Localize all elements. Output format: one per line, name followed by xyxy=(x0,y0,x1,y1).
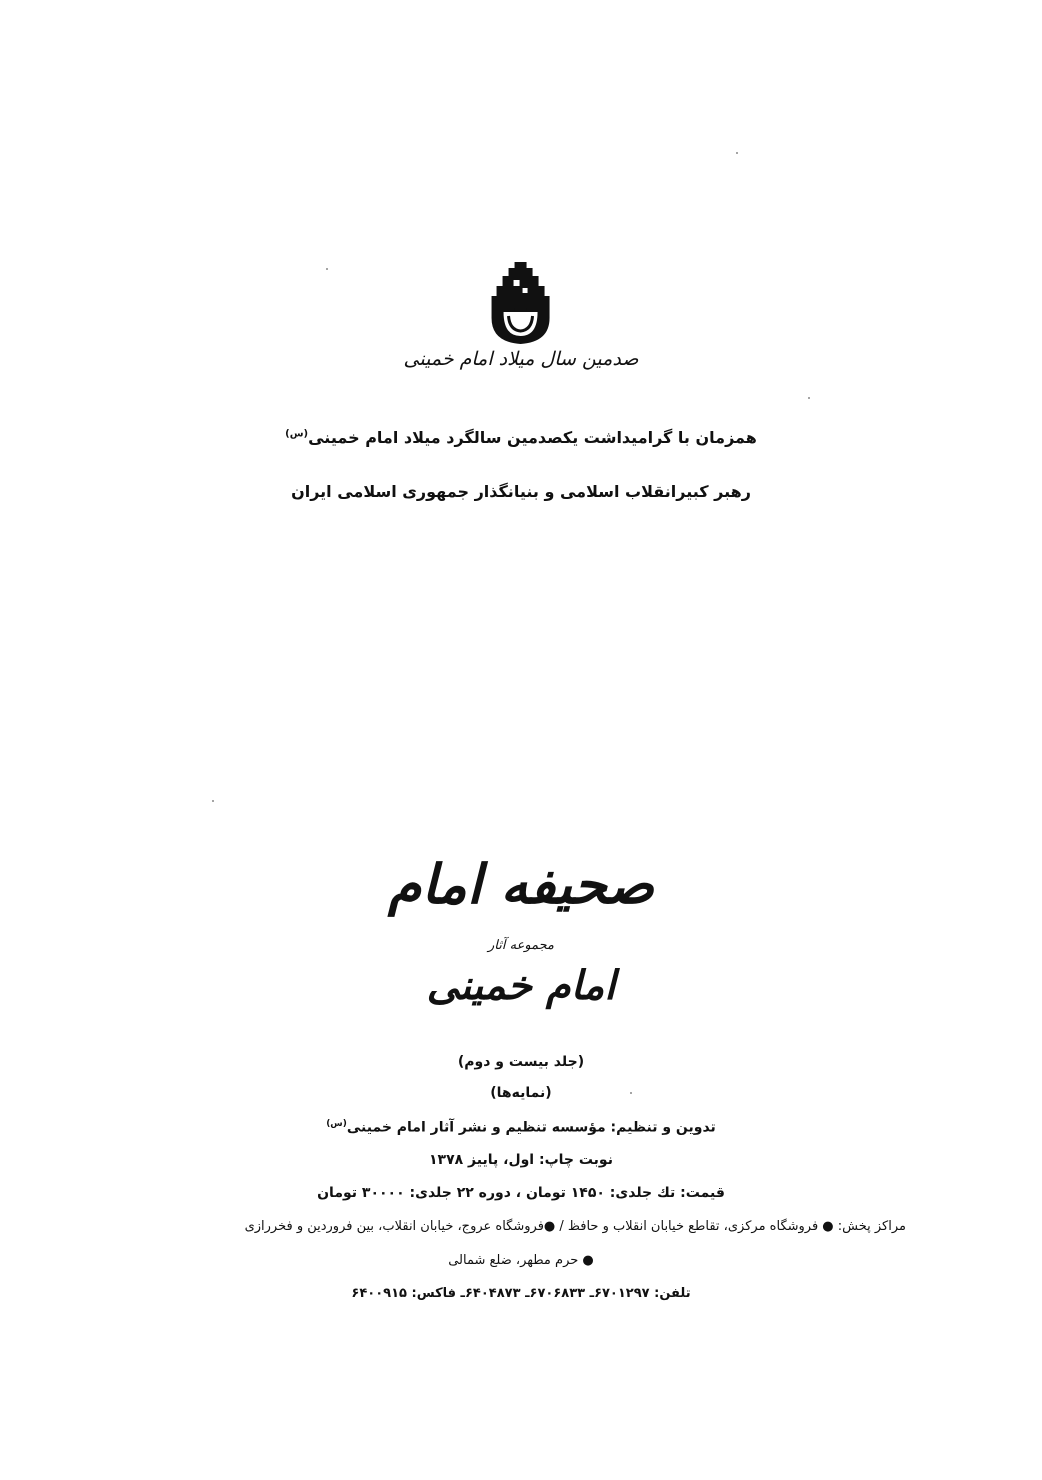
dedication-line-1 xyxy=(0,428,1042,447)
scan-speck xyxy=(736,152,738,154)
phone-line: تلفن: ۶۷۰۱۲۹۷ـ ۶۷۰۶۸۳۳ـ ۶۴۰۴۸۷۳ـ فاکس: ۶۴۰۰۹۱۵ xyxy=(351,1286,691,1301)
distribution-line-2: ● حرم مطهر، ضلع شمالی xyxy=(448,1253,594,1268)
logo xyxy=(404,262,639,370)
scan-speck xyxy=(212,800,214,802)
book-author: امام خمینی xyxy=(426,962,616,1009)
compiler-text: تدوین و تنظیم: مؤسسه تنظیم و نشر آثار امام خمینی xyxy=(346,1119,716,1136)
scan-speck xyxy=(630,1092,632,1094)
dedication-line-2: رهبر کبیرانقلاب اسلامی و بنیانگذار جمهوری اسلامی ایران xyxy=(291,482,751,501)
compiler-line xyxy=(0,1119,1042,1136)
scan-speck xyxy=(326,268,328,270)
scan-speck xyxy=(808,397,810,399)
emblem-icon xyxy=(490,262,552,344)
edition-line: نوبت چاپ: اول، پاییز ۱۳۷۸ xyxy=(429,1152,613,1168)
price-line: قیمت: تك جلدی: ۱۴۵۰ تومان ، دوره ۲۲ جلدی: ۳۰۰۰۰ تومان xyxy=(317,1185,725,1201)
book-subtitle: مجموعه آثار xyxy=(488,938,554,953)
dedication-text: همزمان با گرامیداشت یکصدمین سالگرد میلاد امام خمینی xyxy=(308,428,757,447)
distribution-line-1: مراکز پخش: ● فروشگاه مرکزی، تقاطع خیابان انقلاب و حافظ / ●فروشگاه عروج، خیابان انقلاب، بین فروردین و فخررازی xyxy=(244,1219,906,1234)
dedication-sup: (س) xyxy=(285,428,309,440)
logo-caption: صدمین سال میلاد امام خمینی xyxy=(403,348,639,370)
book-title: صحیفه امام xyxy=(388,852,654,916)
compiler-sup: (س) xyxy=(326,1119,347,1129)
part-label: (نمایه‌ها) xyxy=(490,1085,552,1101)
volume-label: (جلد بیست و دوم) xyxy=(457,1054,585,1070)
